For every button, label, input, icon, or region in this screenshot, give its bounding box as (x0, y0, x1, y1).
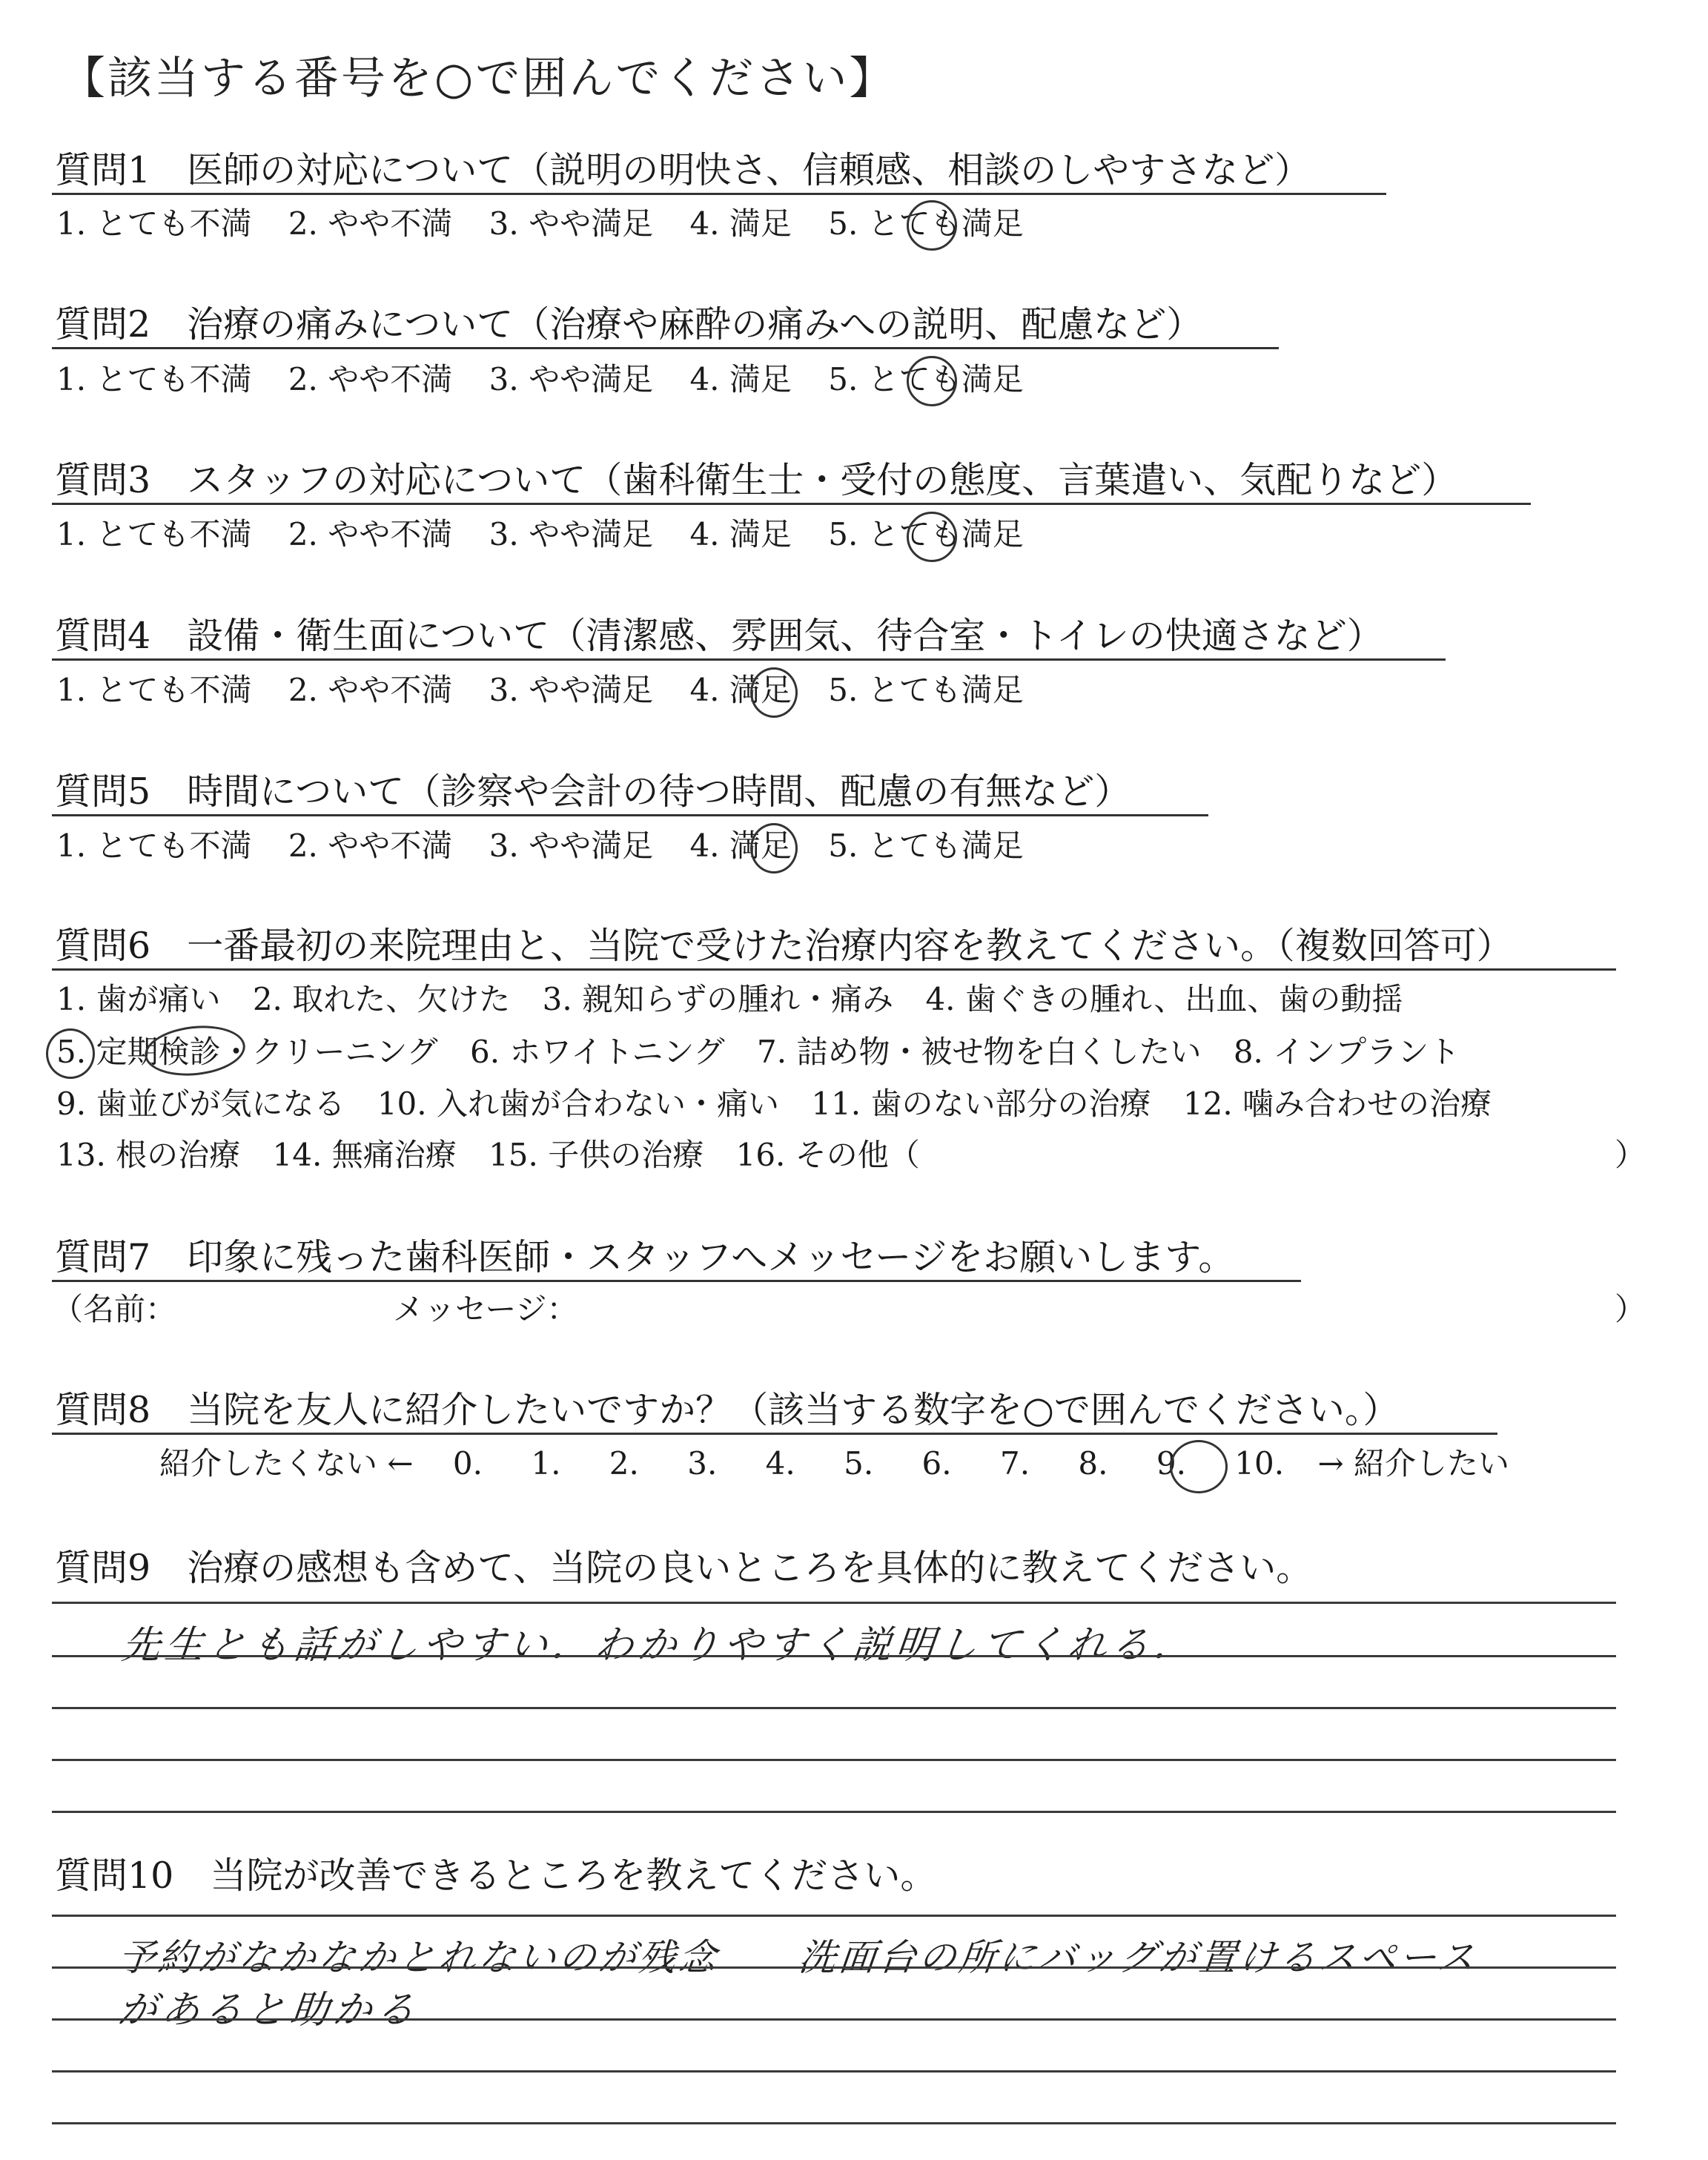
question-8-right-label: → 紹介したい (1317, 1445, 1509, 1482)
question-10-answer-line-2: があると助かる (116, 1988, 422, 2032)
question-6-option-5[interactable]: 5. (56, 1034, 87, 1070)
question-1-option-5[interactable]: 5. (828, 205, 858, 242)
question-5-option-4[interactable]: 4. (689, 828, 720, 864)
question-1-selection-circle (907, 200, 957, 251)
question-2-option-5[interactable]: 5. (828, 361, 858, 397)
question-10-rule-3 (52, 2018, 1616, 2021)
question-9-answer: 先生とも話がしやすい．わかりやすく説明してくれる． (119, 1623, 1199, 1668)
question-10-rule-2 (52, 1966, 1616, 1969)
question-3-selection-circle (907, 512, 957, 562)
question-4-option-4[interactable]: 4. (689, 672, 720, 708)
question-1-options: 1. とても不満 2. やや不満 3. やや満足 4. 満足 5. とても満足 (56, 205, 1024, 242)
question-7-underline (52, 1280, 1301, 1282)
question-10-rule-1 (52, 1915, 1616, 1917)
question-4-options: 1. とても不満 2. やや不満 3. やや満足 4. 満足 5. とても満足 (56, 672, 1024, 708)
question-2-selection-circle (907, 356, 957, 406)
question-10-answer-line-1: 予約がなかなかとれないのが残念 洗面台の所にバッグが置けるスペース (116, 1936, 1480, 1979)
question-5-title: 質問5 時間について（診察や会計の待つ時間、配慮の有無など） (55, 770, 1131, 813)
question-8-selection-circle (1170, 1440, 1228, 1493)
question-3-option-5[interactable]: 5. (828, 516, 858, 552)
question-6-other-close-paren: ） (1615, 1137, 1646, 1173)
question-6-row-1: 1. 歯が痛い 2. 取れた、欠けた 3. 親知らずの腫れ・痛み 4. 歯ぐきの腫れ、出血、歯の動揺 (56, 981, 1403, 1017)
question-7-message-label: メッセージ： (393, 1291, 578, 1327)
question-4-title: 質問4 設備・衛生面について（清潔感、雰囲気、待合室・トイレの快適さなど） (55, 615, 1383, 657)
question-3-title: 質問3 スタッフの対応について（歯科衛生士・受付の態度、言葉遣い、気配りなど） (55, 459, 1458, 501)
question-10-rule-5 (52, 2122, 1616, 2124)
question-8-option-10[interactable]: 10. (1234, 1445, 1285, 1482)
question-10-rule-4 (52, 2070, 1616, 2073)
question-2-options: 1. とても不満 2. やや不満 3. やや満足 4. 満足 5. とても満足 (56, 361, 1024, 397)
question-6-selection-circle (46, 1028, 95, 1079)
question-8-left-label: 紹介したくない ← (159, 1445, 414, 1482)
question-10-title: 質問10 当院が改善できるところを教えてください。 (55, 1855, 937, 1897)
question-8-title: 質問8 当院を友人に紹介したいですか？（該当する数字を○で囲んでください。） (55, 1389, 1400, 1431)
question-9-rule-4 (52, 1759, 1616, 1761)
question-5-selection-circle (750, 823, 798, 873)
question-9-rule-2 (52, 1655, 1616, 1657)
question-7-close-paren: ） (1615, 1291, 1646, 1327)
question-9-rule-1 (52, 1602, 1616, 1604)
question-6-underline (52, 968, 1616, 971)
question-8-scale: 紹介したくない ← 0. 1. 2. 3. 4. 5. 6. 7. 8. 9. 10. → 紹介したい (159, 1445, 1509, 1482)
question-5-options: 1. とても不満 2. やや不満 3. やや満足 4. 満足 5. とても満足 (56, 828, 1024, 864)
question-6-row-4: 13. 根の治療 14. 無痛治療 15. 子供の治療 16. その他（ (56, 1137, 920, 1173)
question-1-underline (52, 193, 1386, 195)
question-4-underline (52, 658, 1446, 661)
question-4-selection-circle (750, 667, 798, 718)
question-3-underline (52, 503, 1531, 505)
question-7-name-label: （名前： (52, 1291, 177, 1327)
question-9-title: 質問9 治療の感想も含めて、当院の良いところを具体的に教えてください。 (55, 1547, 1313, 1589)
question-6-title: 質問6 一番最初の来院理由と、当院で受けた治療内容を教えてください。（複数回答可） (55, 925, 1513, 967)
question-6-row-2: 5. 定期検診・クリーニング 6. ホワイトニング 7. 詰め物・被せ物を白くしたい 8. インプラント (56, 1034, 1460, 1070)
question-9-rule-5 (52, 1811, 1616, 1813)
question-5-underline (52, 814, 1208, 816)
question-7-title: 質問7 印象に残った歯科医師・スタッフへメッセージをお願いします。 (55, 1236, 1235, 1278)
question-8-underline (52, 1433, 1497, 1435)
question-6-row-3: 9. 歯並びが気になる 10. 入れ歯が合わない・痛い 11. 歯のない部分の治療 12. 噛み合わせの治療 (56, 1086, 1492, 1122)
question-2-underline (52, 347, 1279, 349)
question-9-rule-3 (52, 1707, 1616, 1709)
form-header: 【該当する番号を○で囲んでください】 (61, 53, 896, 105)
question-3-options: 1. とても不満 2. やや不満 3. やや満足 4. 満足 5. とても満足 (56, 516, 1024, 552)
question-2-title: 質問2 治療の痛みについて（治療や麻酔の痛みへの説明、配慮など） (55, 303, 1203, 346)
question-1-title: 質問1 医師の対応について（説明の明快さ、信頼感、相談のしやすさなど） (55, 149, 1311, 191)
